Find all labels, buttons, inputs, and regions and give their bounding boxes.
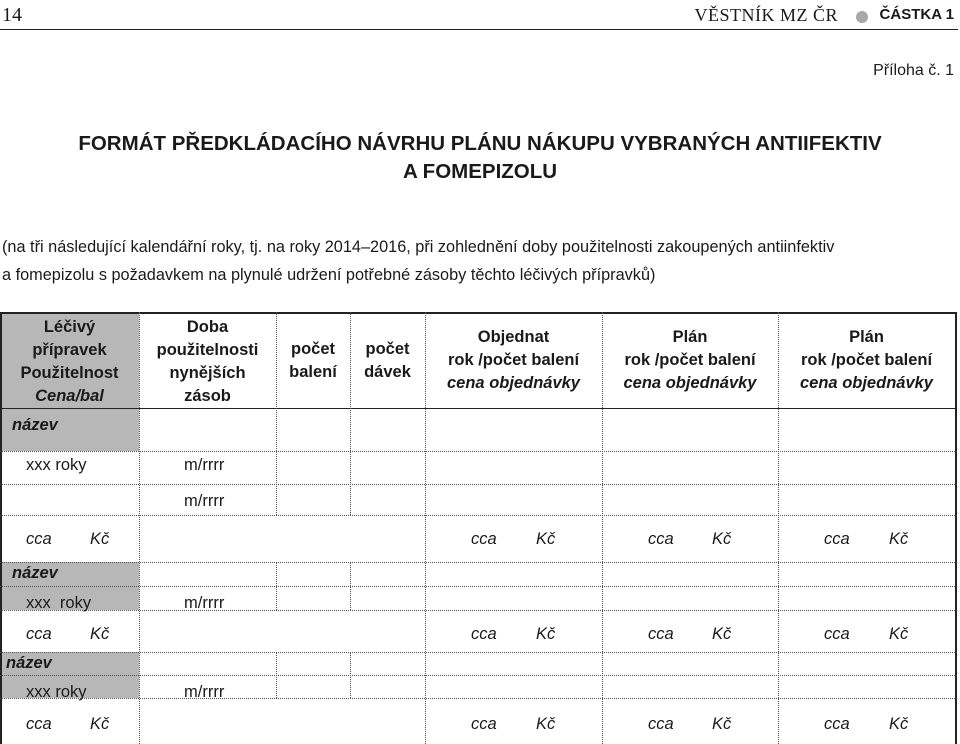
- currency-label: Kč: [712, 715, 732, 733]
- row-divider: [0, 610, 957, 611]
- cca-label: cca: [471, 715, 497, 733]
- currency-label: Kč: [90, 530, 110, 548]
- currency-label: Kč: [712, 625, 732, 643]
- header-text: počet: [290, 340, 335, 358]
- date-value: m/rrrr: [184, 456, 225, 474]
- journal-title: VĚSTNÍK MZ ČR: [694, 5, 838, 25]
- currency-label: Kč: [536, 625, 556, 643]
- currency-label: Kč: [889, 715, 909, 733]
- header-medicinal-product: [0, 316, 139, 408]
- header-shelf-life: [139, 316, 276, 408]
- attachment-label: Příloha č. 1: [873, 62, 954, 79]
- shelf-life-years: xxx roky: [26, 456, 87, 474]
- header-text: dávek: [364, 363, 411, 381]
- bullet-dot-icon: [856, 11, 868, 23]
- row-divider: [0, 698, 957, 699]
- row-divider: [0, 586, 957, 587]
- header-rule: [0, 29, 958, 30]
- cca-label: cca: [648, 530, 674, 548]
- shelf-life-years: xxx roky: [26, 683, 87, 701]
- cca-label: cca: [648, 715, 674, 733]
- currency-label: Kč: [536, 715, 556, 733]
- table-border-right: [955, 312, 957, 744]
- header-text: cena objednávky: [447, 374, 580, 392]
- product-name-label: název: [6, 654, 52, 672]
- cca-label: cca: [824, 715, 850, 733]
- row-divider: [0, 451, 957, 452]
- header-text: použitelnosti: [156, 341, 259, 359]
- currency-label: Kč: [889, 530, 909, 548]
- currency-label: Kč: [90, 625, 110, 643]
- header-text: Cena/bal: [35, 387, 104, 405]
- header-order: [425, 326, 602, 395]
- header-bottom-rule: [0, 408, 957, 409]
- header-text: rok /počet balení: [447, 351, 580, 369]
- row-divider: [0, 515, 957, 516]
- cca-label: cca: [471, 625, 497, 643]
- intro-line-1: (na tři následující kalendářní roky, tj. na roky 2014–2016, při zohlednění doby použitelnosti zakoupených antiinfektiv: [2, 238, 835, 256]
- cca-label: cca: [26, 715, 52, 733]
- header-text: nynějších: [169, 364, 246, 382]
- header-text: zásob: [184, 387, 231, 405]
- title-line-1: FORMÁT PŘEDKLÁDACÍHO NÁVRHU PLÁNU NÁKUPU VYBRANÝCH ANTIIFEKTIV: [78, 132, 882, 155]
- header-package-count: [276, 338, 350, 384]
- currency-label: Kč: [889, 625, 909, 643]
- header-text: přípravek: [32, 341, 107, 359]
- header-plan-1: [602, 326, 778, 395]
- shelf-life-years: xxx roky: [26, 594, 92, 612]
- currency-label: Kč: [536, 530, 556, 548]
- date-value: m/rrrr: [184, 594, 225, 612]
- cca-label: cca: [26, 625, 52, 643]
- part-label: ČÁSTKA 1: [879, 6, 954, 23]
- currency-label: Kč: [712, 530, 732, 548]
- header-text: Objednat: [477, 328, 550, 346]
- row-divider: [0, 562, 957, 563]
- title-line-2: A FOMEPIZOLU: [402, 160, 558, 183]
- currency-label: Kč: [90, 715, 110, 733]
- header-text: cena objednávky: [623, 374, 757, 392]
- cca-label: cca: [824, 625, 850, 643]
- date-value: m/rrrr: [184, 492, 225, 510]
- date-value: m/rrrr: [184, 683, 225, 701]
- header-text: rok /počet balení: [800, 351, 933, 369]
- header-text: Použitelnost: [20, 364, 119, 382]
- header-text: cena objednávky: [800, 374, 933, 392]
- cca-label: cca: [824, 530, 850, 548]
- plan-table: [0, 312, 957, 744]
- cca-label: cca: [471, 530, 497, 548]
- document-title: [0, 130, 960, 186]
- header-text: Doba: [186, 318, 229, 336]
- cca-label: cca: [648, 625, 674, 643]
- header-text: Plán: [672, 328, 708, 346]
- header-dose-count: [350, 338, 425, 384]
- product-name-label: název: [12, 564, 58, 582]
- cca-label: cca: [26, 530, 52, 548]
- table-border-top: [0, 312, 957, 314]
- header-text: Plán: [849, 328, 884, 346]
- product-name-label: název: [12, 416, 58, 434]
- page-number: 14: [2, 4, 22, 26]
- header-text: rok /počet balení: [624, 351, 756, 369]
- row-divider: [0, 652, 957, 653]
- intro-text: [2, 233, 958, 289]
- row-divider: [0, 484, 957, 485]
- row-divider: [0, 675, 957, 676]
- header-plan-2: [778, 326, 955, 395]
- header-text: balení: [289, 363, 337, 381]
- header-text: počet: [365, 340, 410, 358]
- header-text: Léčivý: [43, 318, 96, 336]
- page-header: [0, 0, 960, 30]
- intro-line-2: a fomepizolu s požadavkem na plynulé udržení potřebné zásoby těchto léčivých přípravků): [2, 266, 656, 284]
